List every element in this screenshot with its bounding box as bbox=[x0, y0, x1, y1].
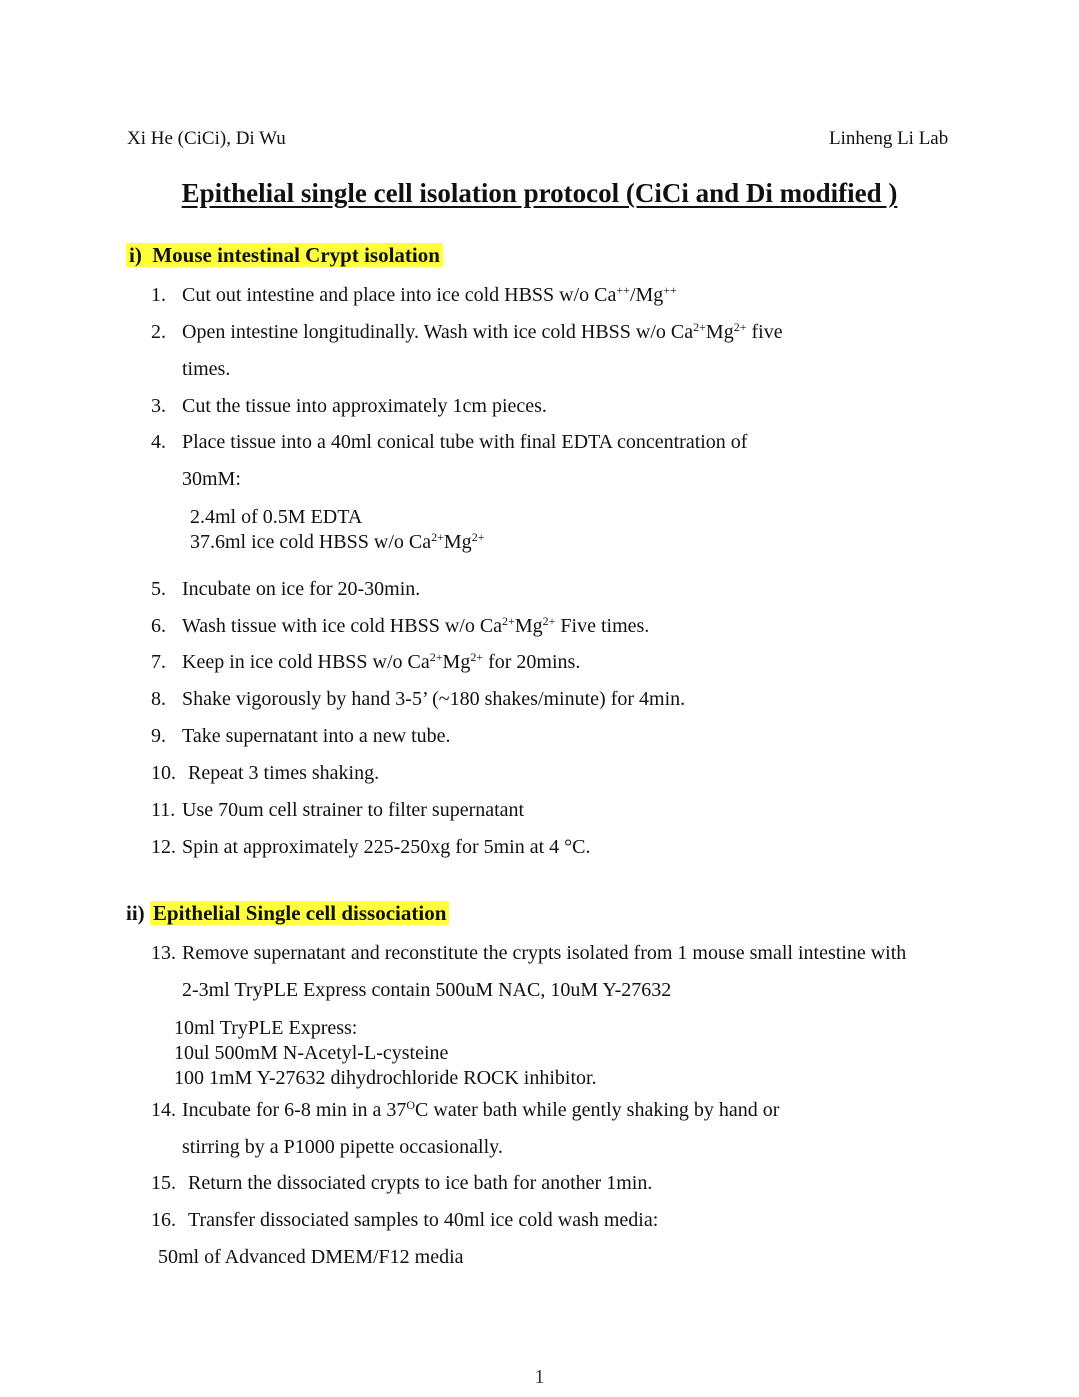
step-continuation: times. bbox=[182, 358, 231, 380]
step-text: Keep in ice cold HBSS w/o $Ca^{2+}Mg^{2+}$ for 20mins. bbox=[182, 650, 581, 673]
document-title: Epithelial single cell isolation protocol (CiCi and Di modified ) bbox=[181, 178, 898, 208]
step-continuation: 30mM: bbox=[182, 468, 241, 490]
section-2-heading bbox=[126, 901, 449, 926]
section-1-title: Mouse intestinal Crypt isolation bbox=[152, 243, 440, 267]
authors: Xi He (CiCi), Di Wu bbox=[127, 128, 286, 149]
step-text: Wash tissue with ice cold HBSS w/o $Ca^{2+}Mg^{2+}$ Five times. bbox=[182, 614, 650, 637]
step-text: Cut out intestine and place into ice cold HBSS w/o Ca++/Mg++ bbox=[182, 283, 677, 306]
recipe-line: 37.6ml ice cold HBSS w/o $Ca^{2+}Mg^{2+}$ bbox=[190, 530, 485, 553]
step-text: Incubate for 6-8 min in a $37^OC$ water bath while gently shaking by hand or bbox=[182, 1098, 780, 1121]
recipe-line: 10ul 500mM N-Acetyl-L-cysteine bbox=[174, 1042, 449, 1064]
final-line: 50ml of Advanced DMEM/F12 media bbox=[158, 1246, 464, 1268]
recipe-line: 2.4ml of 0.5M EDTA bbox=[190, 506, 363, 528]
section-2-label: ii) bbox=[126, 901, 145, 925]
recipe-line: 100 1mM Y-27632 dihydrochloride ROCK inhibitor. bbox=[174, 1067, 597, 1089]
step-continuation: 2-3ml TryPLE Express contain 500uM NAC, 10uM Y-27632 bbox=[182, 979, 672, 1001]
lab-name: Linheng Li Lab bbox=[829, 128, 949, 149]
section-1-heading bbox=[126, 243, 443, 268]
section-2-title: Epithelial Single cell dissociation bbox=[150, 901, 449, 925]
step-text: Open intestine longitudinally. Wash with ice cold HBSS w/o $Ca^{2+}Mg^{2+}$ five bbox=[182, 320, 783, 343]
section-1-label: i) bbox=[129, 243, 142, 267]
step-continuation: stirring by a P1000 pipette occasionally. bbox=[182, 1136, 503, 1158]
recipe-line: 10ml TryPLE Express: bbox=[174, 1017, 358, 1039]
page-number: 1 bbox=[534, 1366, 545, 1388]
